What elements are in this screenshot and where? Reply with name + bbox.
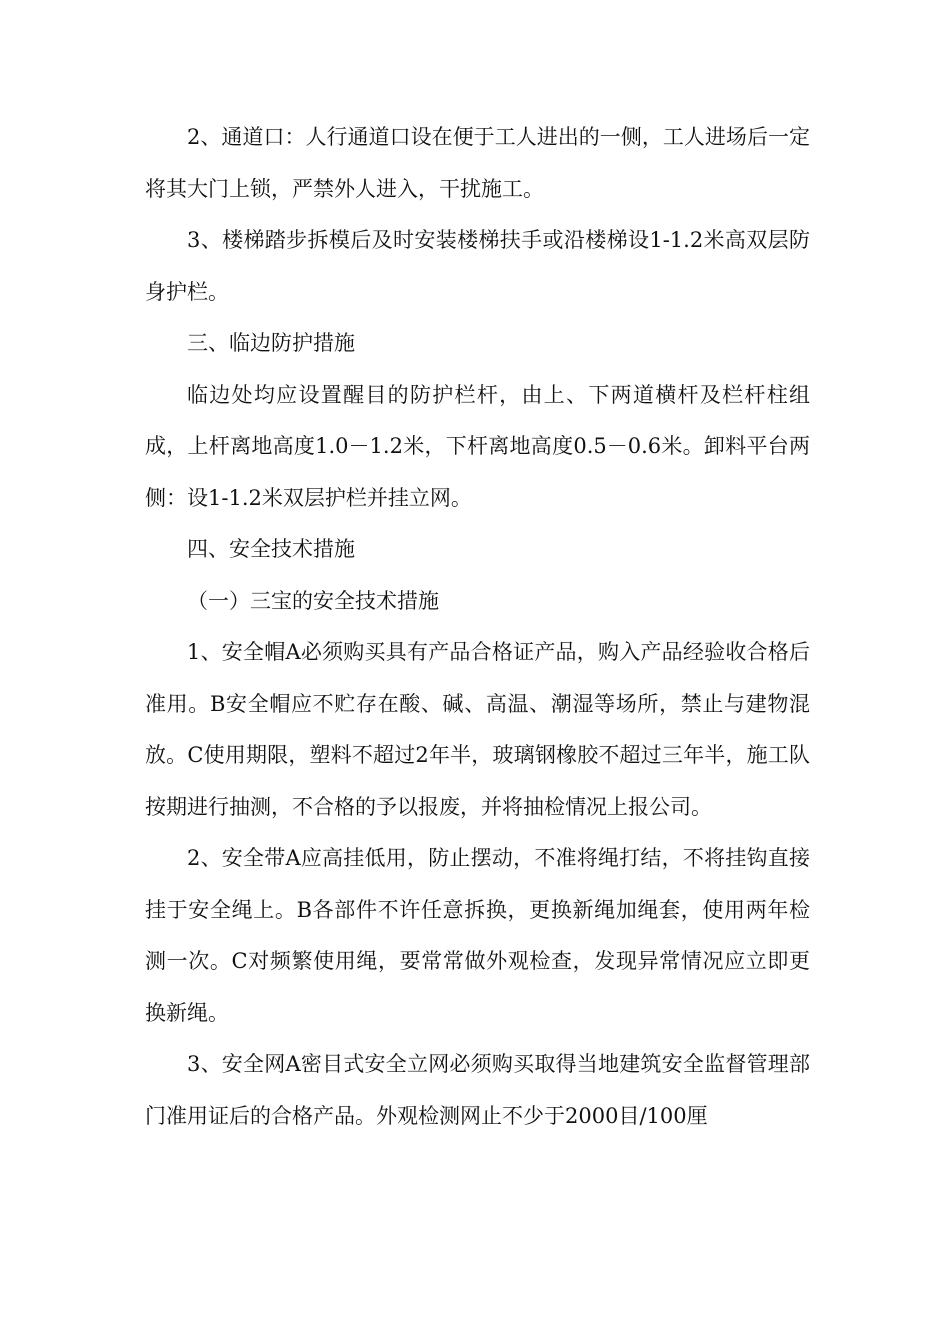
paragraph-safety-net: 3、安全网A密目式安全立网必须购买取得当地建筑安全监督管理部门准用证后的合格产品。外观检测网止不少于2000目/100厘: [145, 1052, 810, 1128]
section-heading-safety-measures: 四、安全技术措施: [187, 537, 355, 561]
paragraph-safety-helmet: 1、安全帽A必须购买具有产品合格证产品，购入产品经验收合格后准用。B安全帽应不贮存在酸、碱、高温、潮湿等场所，禁止与建物混放。C使用期限，塑料不超过2年半，玻璃钢橡胶不超过三年半，施工队按期进行抽测，不合格的予以报废，并将抽检情况上报公司。: [145, 640, 810, 819]
paragraph-edge-railing: 临边处均应设置醒目的防护栏杆，由上、下两道横杆及栏杆柱组成，上杆离地高度1.0－1.2米，下杆离地高度0.5－0.6米。卸料平台两侧：设1-1.2米双层护栏并挂立网。: [145, 382, 810, 510]
document-body: [145, 112, 810, 1142]
subsection-heading-three-treasures: （一）三宝的安全技术措施: [187, 588, 439, 613]
paragraph-passage-entrance: 2、通道口：人行通道口设在便于工人进出的一侧，工人进场后一定将其大门上锁，严禁外人进入，干扰施工。: [145, 125, 810, 201]
section-heading-edge-protection: 三、临边防护措施: [187, 331, 355, 355]
paragraph-safety-belt: 2、安全带A应高挂低用，防止摆动，不准将绳打结，不将挂钩直接挂于安全绳上。B各部件不许任意拆换，更换新绳加绳套，使用两年检测一次。C对频繁使用绳，要常常做外观检查，发现异常情况应立即更换新绳。: [145, 846, 810, 1025]
paragraph-stair-railing: 3、楼梯踏步拆模后及时安装楼梯扶手或沿楼梯设1-1.2米高双层防身护栏。: [145, 228, 810, 304]
